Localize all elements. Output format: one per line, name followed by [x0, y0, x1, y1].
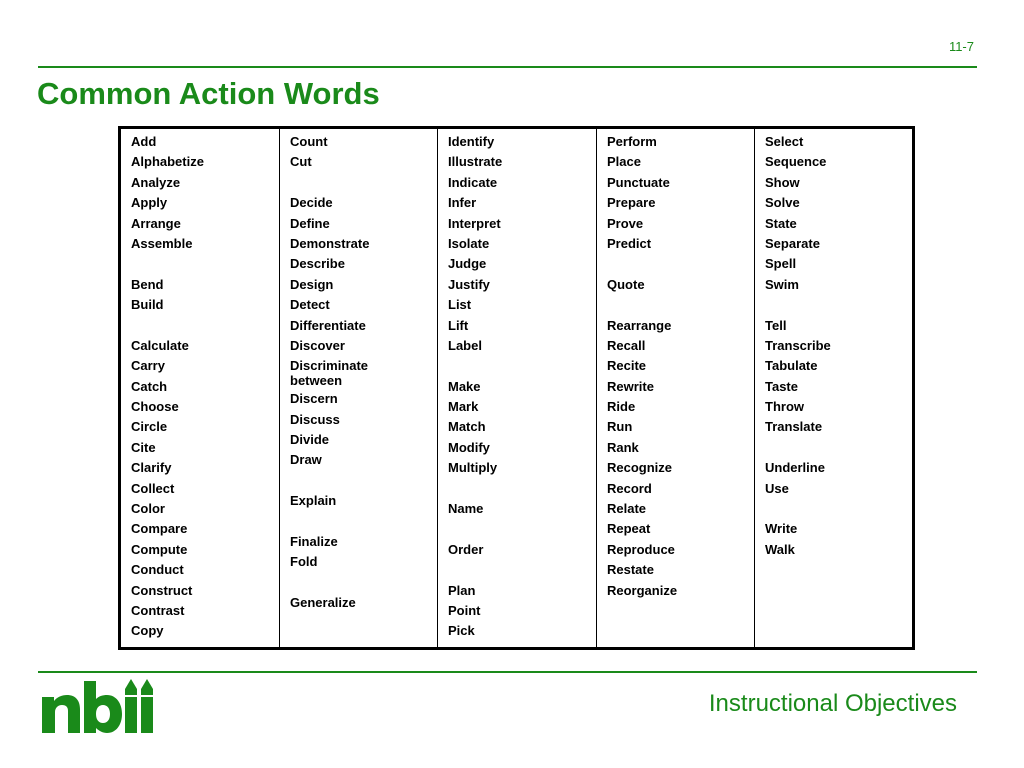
- action-word: Name: [448, 501, 484, 517]
- footer-title: Instructional Objectives: [708, 690, 957, 717]
- table-column: [755, 129, 912, 647]
- action-word: Assemble: [131, 235, 193, 251]
- action-word: Use: [765, 480, 789, 496]
- action-word: Multiply: [448, 460, 498, 476]
- blank-line: [765, 440, 912, 455]
- action-word: Define: [290, 215, 330, 231]
- action-word: Sequence: [765, 154, 827, 170]
- action-word: Contrast: [131, 602, 185, 618]
- action-word: Infer: [448, 195, 477, 211]
- action-word: Write: [765, 521, 798, 537]
- action-word: Alphabetize: [131, 154, 204, 170]
- action-word: Tell: [765, 317, 787, 333]
- action-word: Recall: [607, 337, 646, 353]
- action-word: Carry: [131, 358, 165, 374]
- action-word: Describe: [290, 256, 345, 272]
- action-word: Design: [290, 276, 334, 292]
- action-word: Match: [448, 419, 486, 435]
- action-word: Construct: [131, 582, 193, 598]
- blank-line: [765, 501, 912, 516]
- action-word: Calculate: [131, 337, 189, 353]
- action-word: List: [448, 297, 472, 313]
- action-word: Discriminate between: [290, 358, 369, 389]
- action-word: Modify: [448, 439, 490, 455]
- action-word: Catch: [131, 378, 168, 394]
- action-word: Taste: [765, 378, 798, 394]
- action-word: Translate: [765, 419, 823, 435]
- table-column: [121, 129, 280, 647]
- action-word: Justify: [448, 276, 490, 292]
- action-word: Detect: [290, 297, 330, 313]
- table-column: [280, 129, 438, 647]
- action-word: Throw: [765, 399, 804, 415]
- action-word: Reproduce: [607, 541, 675, 557]
- action-word: Differentiate: [290, 317, 366, 333]
- action-word: Draw: [290, 452, 322, 468]
- action-word: Run: [607, 419, 633, 435]
- action-word: Make: [448, 378, 481, 394]
- action-word: Underline: [765, 460, 825, 476]
- action-word: Rank: [607, 439, 639, 455]
- page-number: 11-7: [948, 39, 974, 54]
- bottom-divider: [38, 671, 977, 673]
- blank-line: [131, 256, 279, 271]
- blank-line: [290, 575, 437, 590]
- action-word: Interpret: [448, 215, 501, 231]
- action-word: Cite: [131, 439, 156, 455]
- action-word: Divide: [290, 432, 330, 448]
- action-word: Generalize: [290, 595, 356, 611]
- action-word: Transcribe: [765, 337, 831, 353]
- action-word: Tabulate: [765, 358, 818, 374]
- blank-line: [607, 297, 754, 312]
- action-word: Cut: [290, 154, 312, 170]
- blank-line: [290, 175, 437, 190]
- action-word: Prepare: [607, 195, 656, 211]
- action-word: Ride: [607, 399, 636, 415]
- action-word: Discuss: [290, 411, 340, 427]
- action-word: Finalize: [290, 534, 338, 550]
- blank-line: [448, 358, 596, 373]
- action-word: Bend: [131, 276, 164, 292]
- action-word: Record: [607, 480, 652, 496]
- action-word: Quote: [607, 276, 645, 292]
- action-word: Color: [131, 501, 165, 517]
- blank-line: [448, 521, 596, 536]
- blank-line: [765, 297, 912, 312]
- action-word: Plan: [448, 582, 476, 598]
- action-word: Place: [607, 154, 641, 170]
- action-word: Prove: [607, 215, 644, 231]
- action-word: Restate: [607, 562, 654, 578]
- table-column: [438, 129, 597, 647]
- action-word: Point: [448, 602, 481, 618]
- blank-line: [131, 318, 279, 333]
- action-word: Add: [131, 134, 157, 149]
- action-word: Decide: [290, 195, 333, 211]
- action-word: Repeat: [607, 521, 651, 537]
- action-word: Illustrate: [448, 154, 503, 170]
- action-word: Label: [448, 337, 482, 353]
- action-word: Show: [765, 174, 800, 190]
- action-word: Choose: [131, 399, 179, 415]
- table-column: [597, 129, 755, 647]
- action-word: Build: [131, 297, 164, 313]
- action-word: Demonstrate: [290, 235, 370, 251]
- action-word: Compute: [131, 541, 188, 557]
- action-word: Rearrange: [607, 317, 672, 333]
- action-word: Swim: [765, 276, 799, 292]
- action-word: Order: [448, 541, 484, 557]
- action-word: Pick: [448, 623, 475, 639]
- action-word: Collect: [131, 480, 175, 496]
- action-word: Mark: [448, 399, 479, 415]
- action-word: Indicate: [448, 174, 498, 190]
- action-word: Explain: [290, 493, 337, 509]
- action-word: Lift: [448, 317, 469, 333]
- action-word: Reorganize: [607, 582, 678, 598]
- action-word: Isolate: [448, 235, 490, 251]
- action-word: Fold: [290, 554, 318, 570]
- action-word: Solve: [765, 195, 800, 211]
- action-word: Relate: [607, 501, 647, 517]
- blank-line: [448, 481, 596, 496]
- action-word: Rewrite: [607, 378, 654, 394]
- action-word: Copy: [131, 623, 164, 639]
- blank-line: [448, 562, 596, 577]
- action-word: Judge: [448, 256, 487, 272]
- action-word: Clarify: [131, 460, 172, 476]
- action-word: Spell: [765, 256, 797, 272]
- action-word: Conduct: [131, 562, 184, 578]
- action-word: Analyze: [131, 174, 181, 190]
- action-word: Circle: [131, 419, 168, 435]
- blank-line: [290, 473, 437, 488]
- action-word: Discern: [290, 391, 338, 407]
- action-word: Recognize: [607, 460, 673, 476]
- nbii-logo: [40, 675, 162, 733]
- blank-line: [607, 256, 754, 271]
- action-word: Select: [765, 134, 804, 149]
- action-word: Predict: [607, 235, 652, 251]
- action-word: Discover: [290, 337, 345, 353]
- action-word: Apply: [131, 195, 168, 211]
- action-word: Compare: [131, 521, 188, 537]
- action-word: State: [765, 215, 797, 231]
- action-word: Walk: [765, 541, 795, 557]
- action-word: Identify: [448, 134, 495, 149]
- action-word: Perform: [607, 134, 657, 149]
- action-word: Count: [290, 134, 328, 149]
- action-word: Recite: [607, 358, 647, 374]
- action-word: Arrange: [131, 215, 181, 231]
- top-divider: [38, 66, 977, 68]
- action-word: Separate: [765, 235, 820, 251]
- action-word: Punctuate: [607, 174, 670, 190]
- action-words-table: [118, 126, 915, 650]
- blank-line: [290, 514, 437, 529]
- slide-title: Common Action Words: [37, 76, 380, 111]
